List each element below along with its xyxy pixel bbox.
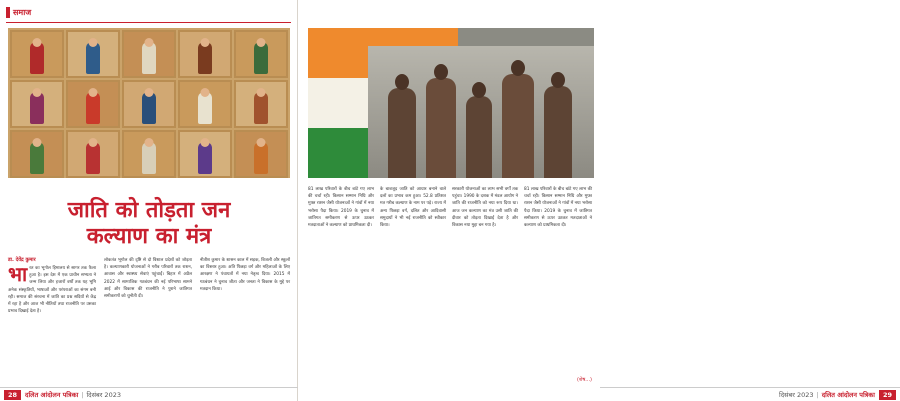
column-text: के बाबजूद जाति को आधार बनाने वाले दलों का प्रभाव कम हुआ। 52.8 प्रतिशत मत गरीब कल्याण के नाम पर पड़े। राज्य में अन्य पिछड़ा वर्ग, दलित और आदिवासी समुदायों ने भी नई राजनीति को स्वीकार किया। (380, 187, 446, 229)
portrait-cell (122, 130, 176, 178)
issue-date-left: दिसंबर 2023 (86, 391, 121, 399)
left-footer: 28 दलित आंदोलन पत्रिका | दिसंबर 2023 (0, 387, 298, 401)
children-crowd-image (368, 46, 594, 178)
portrait-cell (10, 130, 64, 178)
portrait-cell (10, 80, 64, 128)
column-text: रत का भूगोल हिमालय से सागर तक फैला हुआ है। इस देश में एक प्राचीन सभ्यता ने जन्म लिया और हजारों वर्षों तक यह भूमि अनेक संस्कृतियों, भाषाओं और परंपराओं का संगम बनी रही। समाज की संरचना में जाति का प्रश्न सदियों से केंद्र में रहा है और आज भी नीतियों तथा राजनीति पर उसका प्रभाव दिखाई देता है। (8, 266, 96, 315)
text-column-2 (104, 257, 192, 383)
section-label: समाज (13, 7, 32, 17)
portrait-cell (178, 130, 232, 178)
section-marker (6, 7, 10, 18)
issue-date-right: दिसंबर 2023 (779, 391, 814, 399)
column-text: 81 लाख परिवारों के बीच बांटे गए लाभ की चर्चा रही। किसान सम्मान निधि और मुफ्त राशन जैसी योजनाओं ने गांवों में नया भरोसा पैदा किया। 2019 के चुनाव में जातिगत समीकरण से ऊपर उठकर मतदाताओं ने कल्याण को प्राथमिकता दी। (524, 187, 592, 229)
magazine-name-left: दलित आंदोलन पत्रिका (25, 391, 79, 399)
magazine-name-right: दलित आंदोलन पत्रिका (821, 391, 875, 399)
caste-portraits-collage (8, 28, 290, 178)
column-text: 81 लाख परिवारों के बीच बांटे गए लाभ की चर्चा रही। किसान सम्मान निधि और मुफ्त राशन जैसी योजनाओं ने गांवों में नया भरोसा पैदा किया। 2019 के चुनाव में जातिगत समीकरण से ऊपर उठकर मतदाताओं ने कल्याण को प्राथमिकता दी। (308, 187, 374, 229)
portrait-cell (122, 30, 176, 78)
portrait-cell (234, 30, 288, 78)
column-text: लोकतंत्र भूगोल की दृष्टि से दो विशाल प्रदेशों को जोड़ता है। कल्याणकारी योजनाओं ने गरीब परिवारों तक राशन, आवास और स्वास्थ्य सेवाएं पहुंचाईं। बिहार में अप्रैल 2022 में सामाजिक गठबंधन की नई परिभाषा सामने आई और विकास की राजनीति ने पुराने जातिगत समीकरणों को चुनौती दी। (104, 258, 192, 300)
portrait-cell (66, 130, 120, 178)
text-column-1 (8, 262, 96, 383)
text-column-7 (524, 186, 592, 372)
section-rule (6, 22, 291, 23)
portrait-cell (234, 80, 288, 128)
page-number-left: 28 (4, 390, 21, 400)
portrait-cell (178, 30, 232, 78)
left-page (0, 0, 298, 401)
portrait-cell (122, 80, 176, 128)
flag-children-photo (308, 28, 594, 178)
section-tab (6, 6, 31, 18)
dropcap: भा (8, 262, 28, 286)
column-text: सरकारी योजनाओं का लाभ सभी वर्गों तक पहुंचा। 1990 के दशक में मंडल आयोग ने जाति की राजनीति को नया रूप दिया था। आज जन कल्याण का मंत्र उसी जाति की दीवार को तोड़ता दिखाई देता है और विकास नया मुद्दा बन गया है। (452, 187, 518, 229)
author-byline: डा. देवेंद्र कुमार (8, 257, 36, 263)
portrait-cell (178, 80, 232, 128)
headline-line-1: जाति को तोड़ता जन (67, 198, 231, 223)
article-headline (8, 198, 290, 250)
portrait-cell (234, 130, 288, 178)
portrait-cell (66, 80, 120, 128)
text-column-3 (200, 257, 290, 383)
right-footer: दिसंबर 2023 | दलित आंदोलन पत्रिका 29 (600, 387, 900, 401)
portrait-cell (66, 30, 120, 78)
column-text: नीतीश कुमार के शासन काल में सड़क, बिजली और स्कूलों का विस्तार हुआ। अति पिछड़ा वर्ग और महिलाओं के लिए आरक्षण ने पंचायतों में नया नेतृत्व दिया। 2015 में गठबंधन ने चुनाव जीता और जनता ने विकास के मुद्दे पर मतदान किया। (200, 258, 290, 292)
text-column-5 (380, 186, 446, 382)
headline-line-2: कल्याण का मंत्र (86, 224, 212, 249)
continued-label: (शेष...) (577, 377, 592, 383)
portrait-cell (10, 30, 64, 78)
right-page (300, 0, 892, 401)
text-column-4 (308, 186, 374, 382)
page-number-right: 29 (879, 390, 896, 400)
text-column-6 (452, 186, 518, 382)
